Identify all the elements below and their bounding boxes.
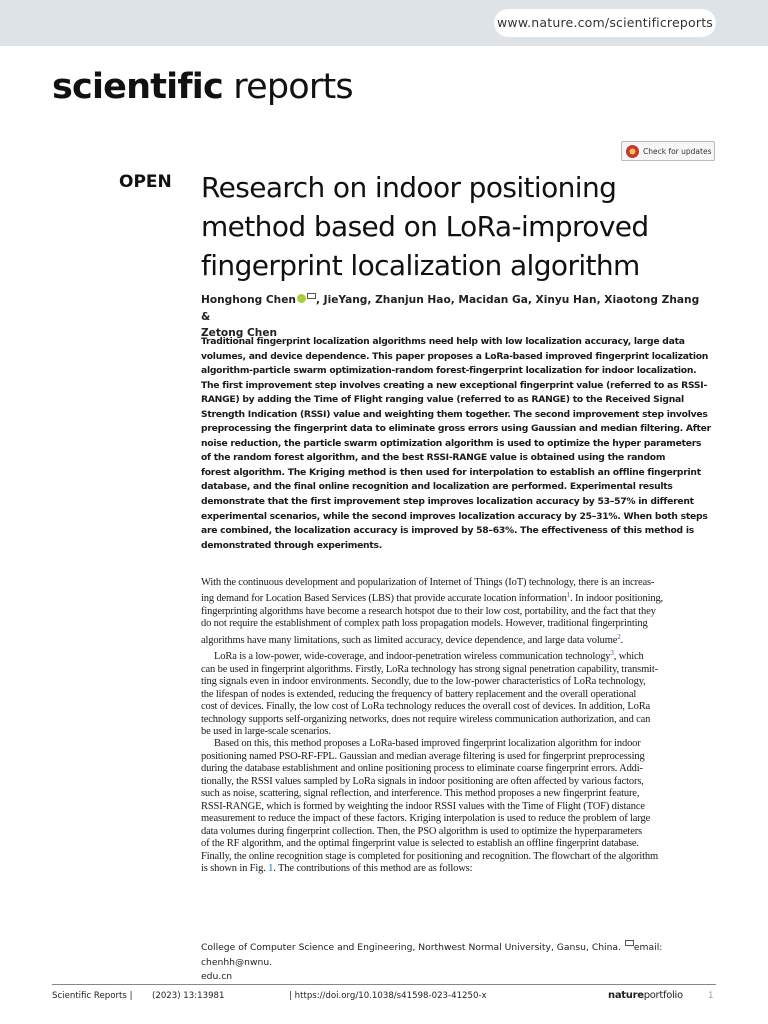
body-line-text: . In indoor positioning,	[570, 593, 664, 605]
publisher-logo-bold: nature	[608, 990, 644, 1001]
body-line: cost of devices. Finally, the low cost of LoRa technology reduces the overall cost of devices. In addition, LoRa	[201, 701, 651, 713]
body-line	[201, 647, 717, 663]
publisher-logo	[608, 990, 683, 1001]
citation-link[interactable]: 1	[566, 591, 571, 600]
citation-link[interactable]: 2	[617, 632, 621, 641]
abstract-line: volumes, and device dependence. This paper proposes a LoRa-based improved fingerprint localization	[201, 350, 709, 362]
author-list-line2: Zetong Chen	[201, 327, 278, 339]
open-access-label: OPEN	[119, 172, 172, 192]
abstract-line: demonstrate that the first improvement step improves localization accuracy by 53–57% in different	[201, 496, 694, 508]
body-line: measurement to reduce the impact of these factors. Kriging interpolation is used to reduce the problem of large	[201, 813, 651, 825]
body-line-text: is shown in Fig.	[201, 862, 269, 874]
body-line: such as noise, scattering, signal reflection, and interference. This method proposes a new fingerprint feature,	[201, 788, 640, 800]
top-bar	[0, 0, 768, 46]
author-link[interactable]: Honghong Chen	[201, 294, 296, 306]
body-line: Finally, the online recognition stage is completed for positioning and recognition. The flowchart of the algorithm	[201, 850, 659, 862]
abstract-line: database, and the final online recognition and localization are performed. Experimental results	[201, 481, 673, 493]
mail-icon	[625, 940, 634, 946]
mail-icon[interactable]	[307, 293, 316, 299]
check-for-updates-label: Check for updates	[643, 146, 712, 156]
check-for-updates-button[interactable]	[621, 141, 715, 161]
body-line: fingerprinting algorithms have become a research hotspot due to their low cost, portability, and the fact that they	[201, 605, 656, 617]
body-line	[201, 631, 717, 647]
abstract-line: are combined, the localization accuracy is improved by 58–63%. The effectiveness of this method is	[201, 525, 694, 537]
page-footer	[52, 991, 716, 1005]
journal-logo-bold: scientific	[52, 67, 223, 107]
body-line: be used in large-scale scenarios.	[201, 725, 331, 737]
body-line	[201, 589, 717, 605]
affiliation-note	[201, 940, 721, 985]
body-line-text: LoRa is a low-power, wide-coverage, and indoor-penetration wireless communication technology	[214, 651, 611, 663]
body-line: technology supports self-organizing networks, does not require wireless communication authorization, and can	[201, 713, 651, 725]
abstract-line: RANGE) by adding the Time of Flight ranging value (referred to as RANGE) to the Received Signal	[201, 394, 684, 406]
publisher-logo-light: portfolio	[643, 990, 683, 1001]
body-line: do not require the establishment of complex path loss propagation models. However, traditional fingerprinting	[201, 618, 648, 630]
body-line-text: . The contributions of this method are as follows:	[273, 862, 473, 874]
title-line: method based on LoRa-improved	[201, 210, 649, 243]
body-line: tionally, the RSSI values sampled by LoRa signals in indoor positioning are often affected by various factors,	[201, 775, 644, 787]
footer-divider	[52, 984, 716, 985]
abstract-line: forest algorithm. The Kriging method is then used for interpolation to establish an offline fingerprint	[201, 466, 701, 478]
email-link[interactable]: email: chenhh@nwnu.	[201, 942, 663, 968]
affiliation-text: College of Computer Science and Engineering, Northwest Normal University, Gansu, China.	[201, 942, 624, 953]
body-line-text: .	[620, 634, 624, 646]
abstract-line: noise reduction, the particle swarm optimization algorithm is used to optimize the hyper parameters	[201, 437, 702, 449]
body-line-text: , which	[613, 651, 644, 663]
body-line-text: ing demand for Location Based Services (LBS) that provide accurate location information	[201, 593, 567, 605]
body-line: of the RF algorithm, and the optimal fingerprint value is selected to establish an offline fingerprint database.	[201, 838, 639, 850]
body-line: during the database establishment and online positioning process to eliminate coarse fingerprint errors. Addi-	[201, 763, 643, 775]
abstract-line: algorithm-particle swarm optimization-random forest-fingerprint localization for indoor localization.	[201, 365, 697, 377]
journal-logo[interactable]	[52, 62, 353, 112]
figure-link[interactable]: 1	[268, 862, 274, 874]
abstract-line: Traditional fingerprint localization algorithms need help with low localization accuracy, large data	[201, 336, 685, 347]
main-body-text	[201, 577, 717, 875]
body-line: RSSI-RANGE, which is formed by weighting the indoor RSSI values with the Time of Flight (TOF) distance	[201, 800, 645, 812]
abstract-line: of the random forest algorithm, and the best RSSI-RANGE value is obtained using the random	[201, 452, 666, 464]
abstract-line: The first improvement step involves creating a new exceptional fingerprint value (referred to as RSSI-	[201, 379, 708, 391]
abstract-line: experimental scenarios, while the second improves localization accuracy by 25–31%. When both steps	[201, 510, 708, 522]
citation-link[interactable]: 3	[610, 649, 614, 658]
abstract-line: preprocessing the fingerprint data to eliminate gross errors using Gaussian and median filtering. After	[201, 423, 711, 435]
body-line: Based on this, this method proposes a LoRa-based improved fingerprint localization algorithm for indoor	[214, 738, 641, 750]
footer-journal: Scientific Reports |	[52, 991, 133, 1001]
body-line: data volumes during fingerprint collection. Then, the PSO algorithm is used to optimize the hyperparameters	[201, 825, 642, 837]
email-link-cont[interactable]: edu.cn	[201, 971, 233, 982]
body-line: positioning named PSO-RF-FPL. Gaussian and median average filtering is used for fingerprint preprocessing	[201, 750, 645, 762]
crossmark-icon	[626, 145, 639, 158]
footer-doi-link[interactable]: | https://doi.org/10.1038/s41598-023-41250-x	[289, 991, 487, 1001]
body-line: can be used in fingerprint algorithms. Firstly, LoRa technology has strong signal penetration capability, transmit-	[201, 663, 658, 675]
body-line-text: algorithms have many limitations, such as limited accuracy, device dependence, and large data volume	[201, 634, 618, 646]
title-line: fingerprint localization algorithm	[201, 249, 640, 282]
journal-url-link[interactable]: www.nature.com/scientificreports	[494, 9, 716, 37]
footer-volume: (2023) 13:13981	[152, 991, 225, 1001]
abstract	[201, 335, 717, 553]
page-number: 1	[708, 991, 714, 1001]
body-line	[201, 863, 717, 875]
abstract-line: demonstrated through experiments.	[201, 539, 382, 551]
orcid-icon[interactable]	[297, 294, 306, 303]
body-line: the lifespan of nodes is extended, reducing the frequency of battery replacement and the overall operational	[201, 688, 637, 700]
article-title	[201, 168, 721, 285]
abstract-line: Strength Indication (RSSI) value and weighting them together. The second improvement step involves	[201, 408, 708, 420]
body-line: ting signals even in indoor environments. Secondly, due to the low-power characteristics of LoRa technology,	[201, 676, 646, 688]
title-line: Research on indoor positioning	[201, 171, 617, 204]
journal-logo-light: reports	[233, 67, 353, 107]
author-list-rest: , JieYang, Zhanjun Hao, Macidan Ga, Xinyu Han, Xiaotong Zhang &	[201, 294, 700, 323]
body-line: With the continuous development and popularization of Internet of Things (IoT) technology, there is an increas-	[201, 577, 655, 588]
